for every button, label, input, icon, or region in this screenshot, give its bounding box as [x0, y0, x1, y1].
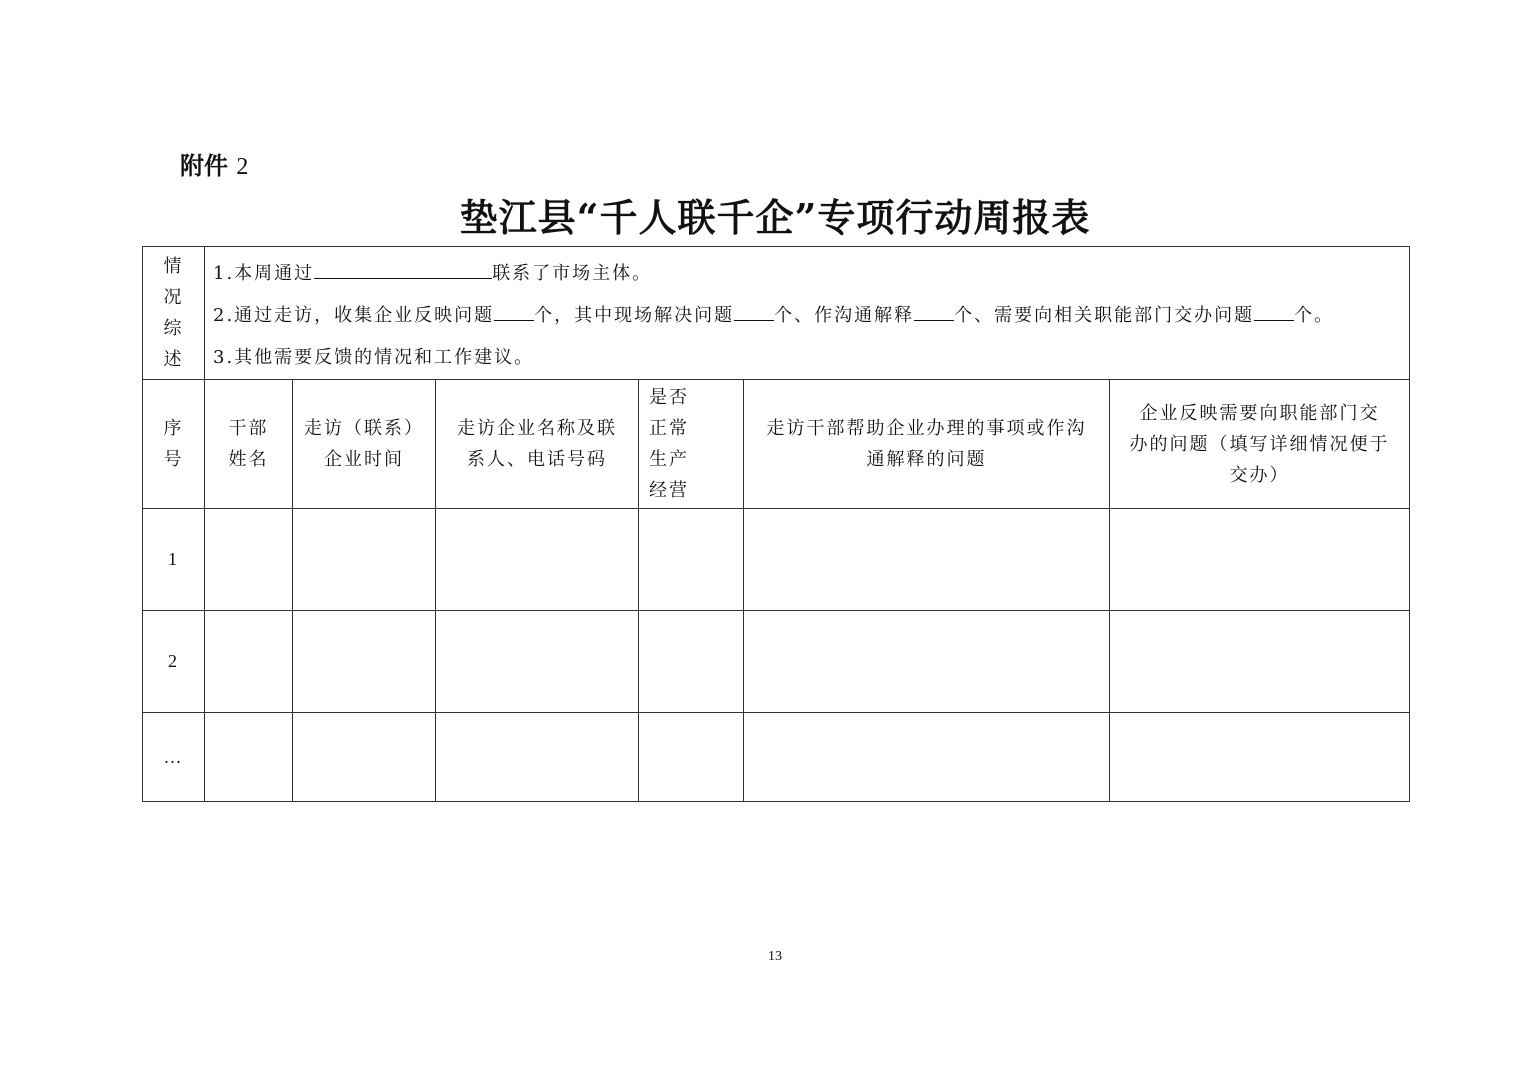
- attachment-number: 2: [236, 154, 249, 180]
- fill-blank[interactable]: [734, 319, 774, 321]
- page-title: 垫江县“千人联千企”专项行动周报表: [459, 195, 1091, 240]
- cell-issues[interactable]: [1110, 713, 1410, 802]
- cell-visit-time[interactable]: [293, 713, 436, 802]
- fill-blank[interactable]: [314, 277, 492, 279]
- cell-company[interactable]: [436, 713, 639, 802]
- cell-normal-operation[interactable]: [639, 713, 744, 802]
- attachment-label: 附件 2: [180, 152, 249, 180]
- fill-blank[interactable]: [494, 319, 534, 321]
- cell-company[interactable]: [436, 611, 639, 713]
- cell-company[interactable]: [436, 509, 639, 611]
- cell-issues[interactable]: [1110, 509, 1410, 611]
- page-number: 13: [768, 949, 782, 964]
- cell-normal-operation[interactable]: [639, 509, 744, 611]
- cell-help-items[interactable]: [744, 509, 1110, 611]
- summary-line-2: 2.通过走访，收集企业反映问题 个，其中现场解决问题 个、作沟通解释 个、需要向相关职能部门交办问题 个。: [213, 305, 1335, 326]
- fill-blank[interactable]: [1254, 319, 1294, 321]
- summary-line-3: 3.其他需要反馈的情况和工作建议。: [213, 347, 535, 368]
- cell-help-items[interactable]: [744, 611, 1110, 713]
- cell-issues[interactable]: [1110, 611, 1410, 713]
- col-header-visit-time: 走访（联系） 企业时间: [293, 380, 436, 509]
- cell-help-items[interactable]: [744, 713, 1110, 802]
- summary-row: [143, 247, 1410, 380]
- col-header-cadre: 干部 姓名: [205, 380, 293, 509]
- col-header-seq: 序 号: [143, 380, 205, 509]
- cell-cadre[interactable]: [205, 713, 293, 802]
- summary-side-label: 情 况 综 述: [143, 247, 205, 380]
- cell-cadre[interactable]: [205, 509, 293, 611]
- summary-content: [205, 247, 1410, 380]
- cell-visit-time[interactable]: [293, 611, 436, 713]
- col-header-normal-operation: 是否 正常 生产 经营: [639, 380, 744, 509]
- row-number: 2: [143, 611, 205, 713]
- row-number: 1: [143, 509, 205, 611]
- cell-visit-time[interactable]: [293, 509, 436, 611]
- fill-blank[interactable]: [914, 319, 954, 321]
- table-row: [143, 611, 1410, 713]
- table-row: [143, 509, 1410, 611]
- cell-cadre[interactable]: [205, 611, 293, 713]
- cell-normal-operation[interactable]: [639, 611, 744, 713]
- summary-line-1: 1.本周通过 联系了市场主体。: [213, 263, 653, 284]
- column-header-row: [143, 380, 1410, 509]
- col-header-help-items: 走访干部帮助企业办理的事项或作沟 通解释的问题: [744, 380, 1110, 509]
- weekly-report-table: [142, 246, 1410, 802]
- col-header-issues: 企业反映需要向职能部门交 办的问题（填写详细情况便于 交办）: [1110, 380, 1410, 509]
- table-row: [143, 713, 1410, 802]
- row-number: …: [143, 713, 205, 802]
- col-header-company: 走访企业名称及联 系人、电话号码: [436, 380, 639, 509]
